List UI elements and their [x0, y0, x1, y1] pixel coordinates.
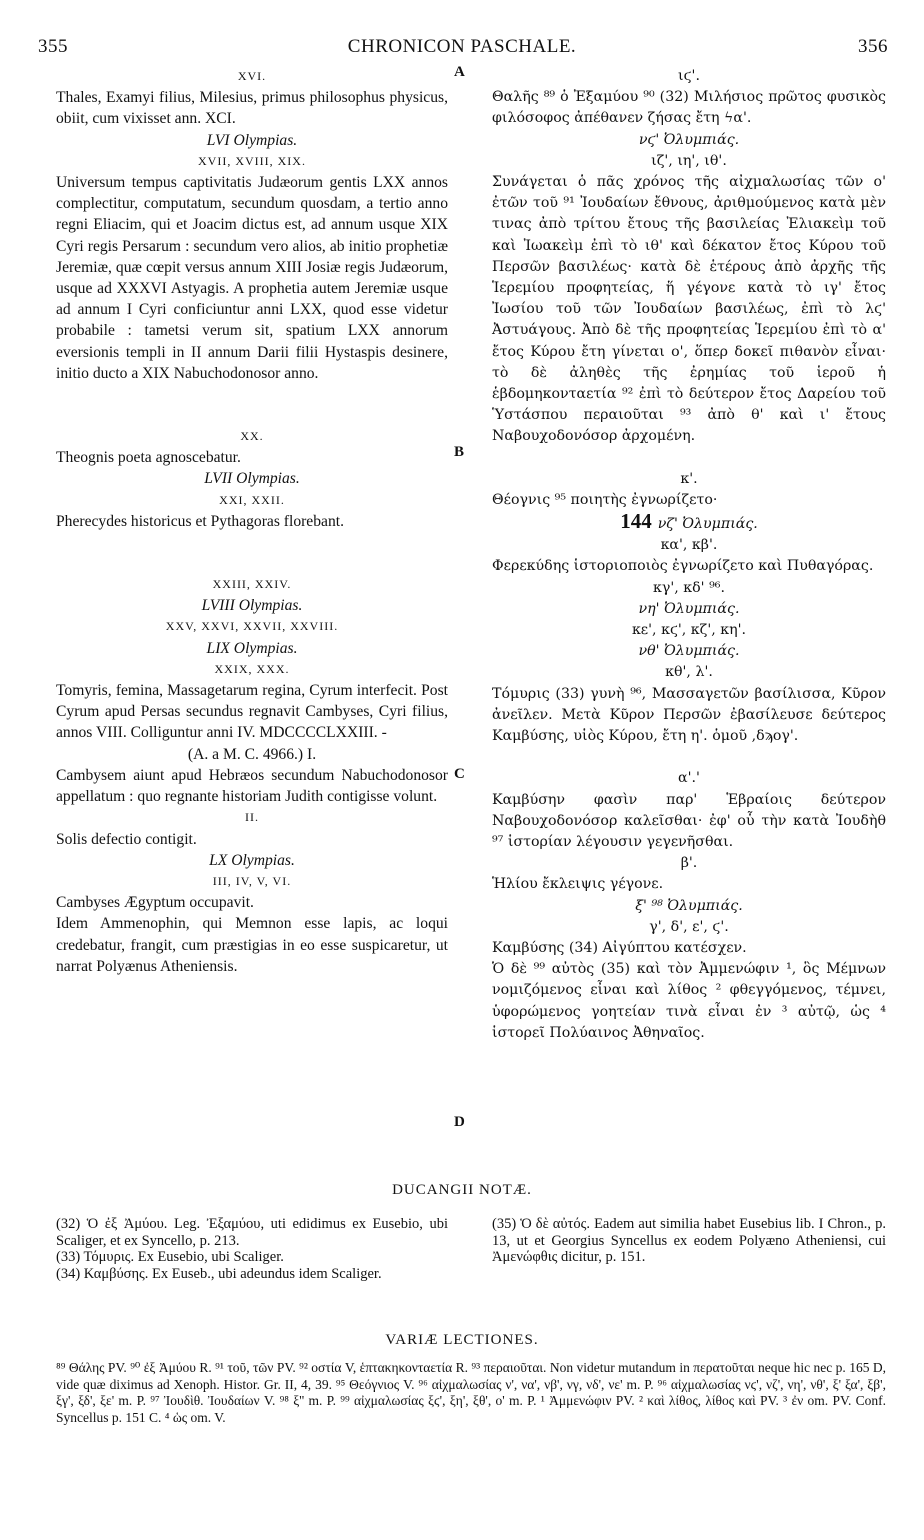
page-number-left: 355: [38, 36, 68, 57]
olympiad-heading: νη' Ὀλυμπιάς.: [638, 600, 740, 617]
paragraph: Τόμυρις (33) γυνὴ ⁹⁶, Μασσαγετῶν βασίλισσα, Κῦρον ἀνεῖλεν. Μετὰ Κῦρον Περσῶν ἐβασίλευσε δεύτερος Καμβύσης, υἱὸς Κύρου, ἔτη η'. ὁμοῦ ,δϡογ'.: [492, 685, 886, 745]
paragraph: Καμβύσην φασὶν παρ' Ἑβραίοις δεύτερον Ναβουχοδονόσορ καλεῖσθαι· ἐφ' οὗ τὴν κατὰ Ἰουδὴθ ⁹⁷ ἱστορίαν λέγουσιν γεγενῆσθαι.: [492, 791, 886, 850]
year-heading: XXI, XXII.: [219, 492, 285, 507]
paragraph: Thales, Examyi filius, Milesius, primus philosophus physicus, obiit, cum vixisset ann. XCI.: [56, 89, 448, 128]
year-heading: XXIII, XXIV.: [212, 577, 292, 592]
year-heading: κθ', λ'.: [665, 664, 713, 681]
year-heading: II.: [245, 810, 259, 825]
paragraph: Cambyses Ægyptum occupavit.: [56, 894, 254, 912]
paragraph: Καμβύσης (34) Αἰγύπτου κατέσχεν.: [492, 939, 747, 956]
olympiad-heading: LX Olympias.: [209, 851, 295, 869]
year-heading: κε', κϛ', κζ', κη'.: [631, 622, 747, 639]
olympiad-heading: LVII Olympias.: [204, 470, 300, 488]
paragraph: Ὁ δὲ ⁹⁹ αὐτὸς (35) καὶ τὸν Ἀμμενώφιν ¹, ὃς Μέμνων νομιζόμενος εἶναι καὶ λίθος ² φθεγγόμενος, τέμνει, ὑφορώμενος γοητείαν τινὰ εἶναι ἐν ³ αὐτῷ, ὡς ⁴ ἱστορεῖ Πολύαινος Ἀθηναῖος.: [492, 961, 886, 1041]
olympiad-heading: LVIII Olympias.: [201, 597, 303, 615]
year-heading: κγ', κδ' ⁹⁶.: [653, 579, 725, 596]
note: (33) Τόμυρις. Ex Eusebio, ubi Scaliger.: [56, 1249, 284, 1265]
year-heading: α'.': [678, 770, 700, 787]
paragraph: Ἡλίου ἔκλειψις γέγονε.: [492, 876, 664, 893]
paragraph: Universum tempus captivitatis Judæorum gentis LXX annos complectitur, computatum, secundum quosdam, a tertio anno regni Eliacim, qui et Joacim dictus est, ad annum usque XIX Cyri regis Persarum : secundum vero alios, ab initio prophetiæ Jeremiæ, quæ cœpit versus annum XIII Josiæ regis Judæorum, usque ad XXXVI Astyagis. A prophetia autem Jeremiæ usque ad annum I Cyri conficiuntur anni LXX, quod esse videtur probabile : tametsi verum sit, spatium LXX annorum eversionis templi in II annum Darii filii Hystaspis desinere, initio ducto a XIX Nabuchodonosor anno.: [56, 174, 448, 382]
column-number: 144: [620, 509, 652, 534]
paragraph: Solis defectio contigit.: [56, 830, 197, 848]
olympiad-heading: ξ' ⁹⁸ Ὀλυμπιάς.: [635, 897, 743, 914]
year-heading: XVII, XVIII, XIX.: [198, 153, 306, 168]
paragraph: Theognis poeta agnoscebatur.: [56, 449, 241, 467]
olympiad-heading: νθ' Ὀλυμπιάς.: [638, 643, 740, 660]
notes-right-column: [492, 1216, 886, 1266]
year-heading: XVI.: [237, 69, 267, 83]
paragraph: Θέογνις ⁹⁵ ποιητὴς ἐγνωρίζετο·: [492, 491, 718, 508]
olympiad-heading: LIX Olympias.: [206, 639, 298, 657]
year-heading: ιϛ'.: [678, 68, 700, 84]
year-heading: XXV, XXVI, XXVII, XXVIII.: [165, 619, 339, 634]
note: (32) Ὁ ἐξ Ἀμύου. Leg. Ἐξαμύου, uti edidimus ex Eusebio, ubi Scaliger, et ex Syncello, p. 213.: [56, 1216, 448, 1249]
variae-heading: VARIÆ LECTIONES.: [385, 1332, 539, 1348]
running-title: CHRONICON PASCHALE.: [347, 36, 577, 57]
page-number-right: 356: [858, 36, 888, 57]
margin-letter-c: C: [454, 766, 465, 782]
year-heading: III, IV, V, VI.: [212, 873, 292, 888]
year-heading: XXIX, XXX.: [214, 661, 290, 676]
paragraph: Idem Ammenophin, qui Memnon esse lapis, ac loqui credebatur, frangit, cum præstigias in eo esse suspicaretur, ut narrat Polyænus Atheniensis.: [56, 915, 448, 975]
notes-left-column: [56, 1216, 448, 1282]
paragraph: Συνάγεται ὁ πᾶς χρόνος τῆς αἰχμαλωσίας τῶν ο' ἐτῶν τοῦ ⁹¹ Ἰουδαίων ἔθνους, ἀριθμούμενος κατὰ μὲν τινας ἀπὸ τρίτου ἔτους τῆς βασιλείας Ἐλιακεὶμ τοῦ καὶ Ἰωακεὶμ ἐπὶ τὸ ιθ' καὶ δέκατον ἔτος Κύρου τοῦ Περσῶν βασιλέως· κατὰ δὲ ἑτέρους ἀπὸ ἀρχῆς τῆς Ἱερεμίου προφητείας, ἥ γέγονε κατὰ τὸ ιγ' ἔτος Ἰωσίου τοῦ τῶν Ἰουδαίων βασιλέως, ἐπὶ τὸ λϛ' Ἀστυάγους. Ἀπὸ δὲ τῆς προφητείας Ἱερεμίου ἐπὶ τὸ α' ἔτος Κύρου ἔτη γίνεται ο', ὅπερ δοκεῖ πιθανὸν εἶναι· τὸ δὲ ἀληθὲς τῆς ἐρημίας τοῦ ἱεροῦ ἡ ἑβδομηκονταετία ⁹² ἐπὶ τὸ δεύτερον ἔτος Δαρείου τοῦ Ὑστάσπου περαιοῦται ⁹³ ἀπὸ θ' καὶ ι' ἔτους Ναβουχοδονόσορ ἀρχομένη.: [492, 174, 886, 445]
variae-lectiones-text: ⁸⁹ Θάλης PV. ⁹⁰ ἐξ Ἀμύου R. ⁹¹ τοῦ, τῶν PV. ⁹² οστία V, ἑπτακηκονταετία R. ⁹³ περαιοῦται. Non videtur mutandum in περατοῦται neque hic nec p. 165 D, vide quæ diximus ad Xenoph. Histor. Gr. II, 4, 39. ⁹⁵ Θεόγνιος V. ⁹⁶ αἰχμαλωσίας ν', να', νβ', νγ, νδ', νε' m. P. ⁹⁶ αἰχμαλωσίας νϛ', νζ', νη', νθ', ξ' ξα', ξβ', ξγ', ξδ', ξε' m. P. ⁹⁷ Ἰουδὶθ. Ἰουδαίων V. ⁹⁸ ξ'' m. P. ⁹⁹ αἰχμαλωσίας ξϛ', ξη', ξθ', ο' m. P. ¹ Ἀμμενώφιν PV. ² καὶ λίθος, λίθος καὶ PV. ³ ἐν om. PV. Conf. Syncellus p. 151 C. ⁴ ὡς om. V.: [56, 1360, 886, 1425]
margin-letter-b: B: [454, 444, 465, 460]
olympiad-heading: LVI Olympias.: [206, 131, 298, 149]
margin-letter-a: A: [454, 64, 465, 80]
year-heading: κα', κβ'.: [660, 537, 718, 554]
margin-letter-d: D: [454, 1114, 465, 1130]
olympiad-heading: νζ' Ὀλυμπιάς.: [657, 516, 758, 533]
year-heading: ιζ', ιη', ιθ'.: [651, 152, 727, 169]
paragraph: Θαλῆς ⁸⁹ ὁ Ἐξαμύου ⁹⁰ (32) Μιλήσιος πρῶτος φυσικὸς φιλόσοφος ἀπέθανεν ζήσας ἔτη ϟα'.: [492, 89, 886, 127]
year-heading: (A. a M. C. 4966.) I.: [187, 745, 317, 763]
note: (34) Καμβύσης. Ex Euseb., ubi adeundus idem Scaliger.: [56, 1265, 382, 1282]
notes-heading: DUCANGII NOTÆ.: [392, 1182, 532, 1198]
note: (35) Ὁ δὲ αὐτός. Eadem aut similia habet Eusebius lib. I Chron., p. 13, ut et Georgius Syncellus ex eodem Polyæno Atheniensi, cui Ἀμενώφθις dicitur, p. 151.: [492, 1216, 886, 1265]
paragraph: Φερεκύδης ἱστοριοποιὸς ἐγνωρίζετο καὶ Πυθαγόρας.: [492, 558, 874, 575]
year-heading: γ', δ', ε', ϛ'.: [649, 918, 729, 935]
year-heading: XX.: [240, 429, 264, 444]
paragraph: Tomyris, femina, Massagetarum regina, Cyrum interfecit. Post Cyrum apud Persas secundus regnavit Cambyses, Cyri filius, annos VIII. Colliguntur anni IV. MDCCCCLXXIII. -: [56, 682, 448, 742]
year-heading: κ'.: [680, 470, 698, 487]
year-heading: β'.: [680, 855, 698, 872]
latin-column: [56, 66, 448, 977]
paragraph: Pherecydes historicus et Pythagoras florebant.: [56, 512, 344, 530]
olympiad-heading: νϛ' Ὀλυμπιάς.: [638, 131, 740, 148]
paragraph: Cambysem aiunt apud Hebræos secundum Nabuchodonosor appellatum : quo regnante historiam Judith contigisse volunt.: [56, 766, 448, 806]
greek-column: [492, 66, 886, 1044]
